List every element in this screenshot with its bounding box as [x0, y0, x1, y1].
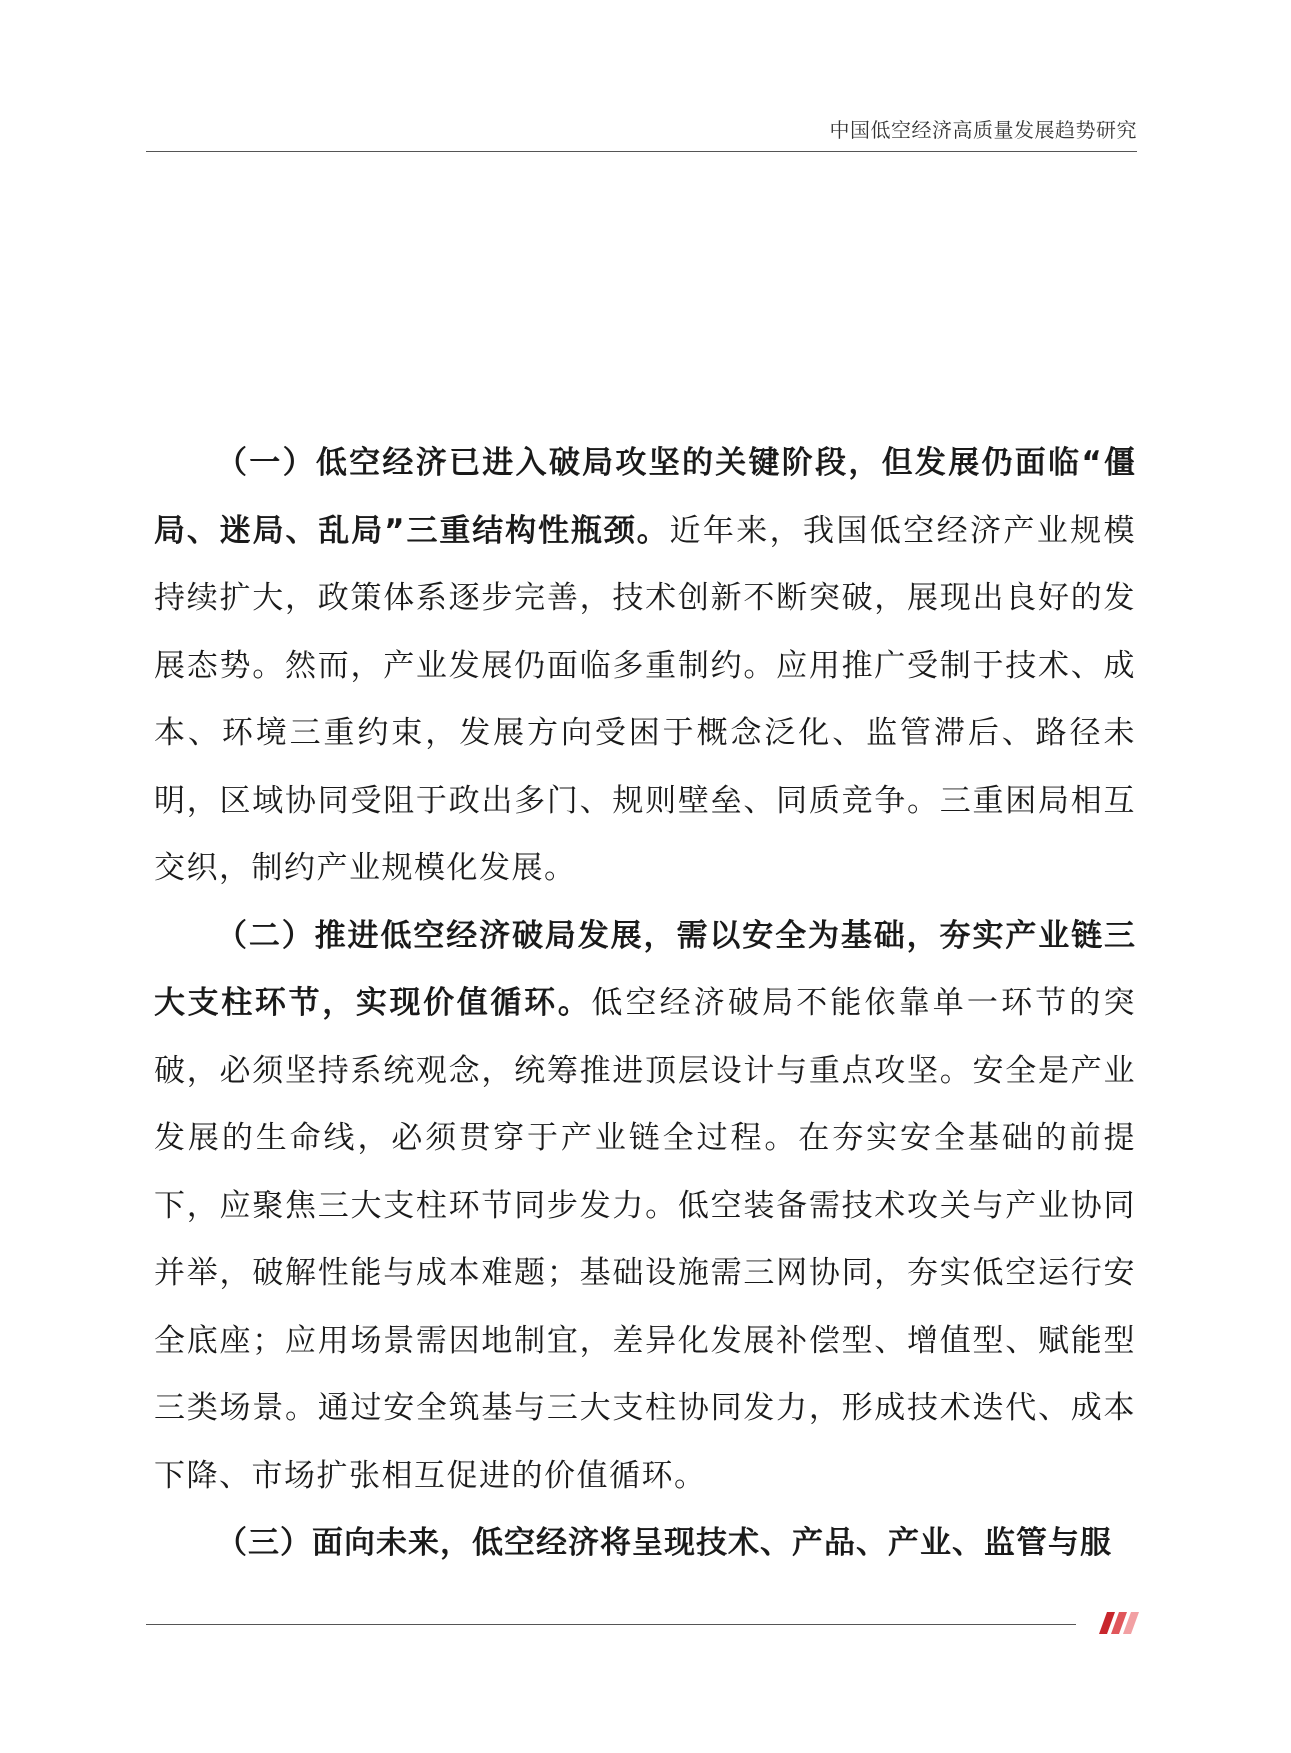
- slash-stripes-logo-icon: [1093, 1612, 1141, 1634]
- paragraph-3: [154, 1510, 1136, 1578]
- paragraph-2: [154, 903, 1136, 1511]
- footer-divider: [146, 1624, 1076, 1625]
- paragraph-3-heading: （三）面向未来，低空经济将呈现技术、产品、产业、监管与服: [216, 1525, 1112, 1561]
- paragraph-2-text: 低空经济破局不能依靠单一环节的突破，必须坚持系统观念，统筹推进顶层设计与重点攻坚。安全是产业发展的生命线，必须贯穿于产业链全过程。在夯实安全基础的前提下，应聚焦三大支柱环节同步发力。低空装备需技术攻关与产业协同并举，破解性能与成本难题；基础设施需三网协同，夯实低空运行安全底座；应用场景需因地制宜，差异化发展补偿型、增值型、赋能型三类场景。通过安全筑基与三大支柱协同发力，形成技术迭代、成本下降、市场扩张相互促进的价值循环。: [154, 985, 1137, 1494]
- header-divider: [146, 151, 1137, 152]
- paragraph-1-text: 近年来，我国低空经济产业规模持续扩大，政策体系逐步完善，技术创新不断突破，展现出良好的发展态势。然而，产业发展仍面临多重制约。应用推广受制于技术、成本、环境三重约束，发展方向受困于概念泛化、监管滞后、路径未明，区域协同受阻于政出多门、规则壁垒、同质竞争。三重困局相互交织，制约产业规模化发展。: [154, 512, 1137, 886]
- running-header-title: 中国低空经济高质量发展趋势研究: [829, 118, 1137, 142]
- paragraph-1-heading: （一）低空经济已进入破局攻坚的关键阶段，但发展仍面临“僵局、迷局、乱局”三重结构性瓶颈。: [154, 445, 1136, 549]
- document-body: [154, 430, 1136, 1578]
- paragraph-2-heading: （二）推进低空经济破局发展，需以安全为基础，夯实产业链三大支柱环节，实现价值循环。: [154, 917, 1136, 1021]
- paragraph-1: [154, 430, 1136, 903]
